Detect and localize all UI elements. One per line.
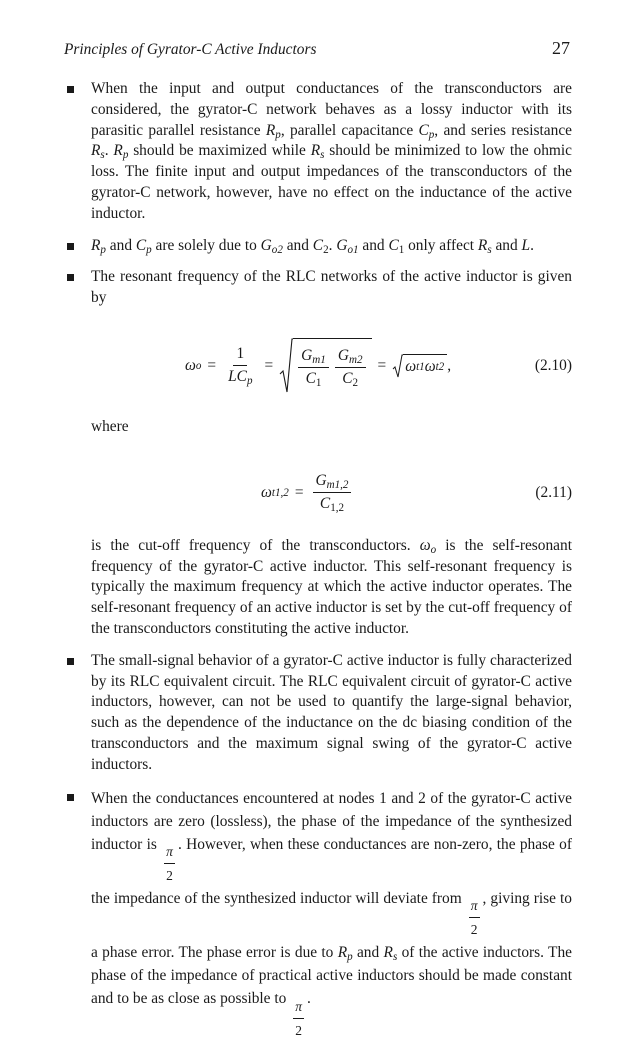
paragraph: The small-signal behavior of a gyrator-C active inductor is fully characterized by its RLC equivalent circuit. The RLC equivalent circuit of gyrator-C active inductors, however, can not be used to quantify the large-signal behavior, such as the dependence of the inductance on the dc biasing condition of the transconductors and the maximum signal swing of the gyrator-C active inductors.: [91, 651, 572, 773]
paragraph: When the conductances encountered at nodes 1 and 2 of the gyrator-C active inductors are zero (lossless), the phase of the impedance of the synthesized inductor is $\frac{\pi}{2}$ . However, when these conductances are non-zero, the phase of the impedance of the synthesized inductor will deviate from $\frac{\pi}{2}$ , giving rise to a phase error. The phase error is due to $R_p$ and $R_s$ of the active inductors. The phase of the impedance of practical active inductors should be made constant and to be as close as possible to $\frac{\pi}{2}$ .: [91, 787, 572, 1042]
equation-number: (2.11): [535, 483, 572, 501]
equation-2-10: [91, 331, 572, 401]
bullet-square-icon: [67, 658, 74, 665]
square-root: [279, 338, 371, 394]
radical-sign-icon: [392, 354, 403, 378]
where-text: where: [91, 417, 129, 435]
fraction-pi-over-2: $\frac{\pi}{2}$: [469, 894, 480, 941]
main-content: [64, 79, 572, 1053]
equation-body: ω o = $\frac{1}{LC_p}$ = $\frac{G_{m1}}{C_1}$ $\frac{G_{m2}}{C_2}$ = ω t1 ω t2 ,: [185, 331, 451, 401]
square-root: ω t1 ω t2: [392, 354, 447, 378]
fraction-pi-over-2: $\frac{\pi}{2}$: [164, 840, 175, 887]
fraction-pi-over-2: $\frac{\pi}{2}$: [293, 995, 304, 1042]
equation-2-11: [91, 458, 572, 528]
running-title: Principles of Gyrator-C Active Inductors: [64, 41, 317, 58]
bullet-item-resonant-frequency: [64, 267, 572, 309]
bullet-item-small-signal: [64, 651, 572, 776]
bullet-square-icon: [67, 243, 74, 250]
equation-body: ω t1,2 = $\frac{G_{m1,2}}{C_{1,2}}$: [261, 458, 354, 528]
fraction: $\frac{G_{m1,2}}{C_{1,2}}$: [313, 472, 352, 513]
bullet-square-icon: [67, 274, 74, 281]
bullet-square-icon: [67, 794, 74, 801]
radical-sign-icon: [279, 338, 293, 394]
bullet-item-phase-error: [64, 787, 572, 1042]
fraction: $\frac{G_{m1}}{C_1}$: [298, 347, 329, 388]
equation-number: (2.10): [534, 356, 572, 374]
fraction: $\frac{G_{m2}}{C_2}$: [335, 347, 366, 388]
fraction: $\frac{1}{LC_p}$: [228, 345, 253, 388]
page-number: 27: [552, 38, 570, 58]
paragraph-cutoff: is the cut-off frequency of the transconductors. $\omega_o$ is the self-resonant frequency of the gyrator-C active inductor. This self-resonant frequency is typically the maximum frequency at which the active inductor operates. The self-resonant frequency of an active inductor is set by the cut-off frequency of the transconductors constituting the active inductor.: [91, 536, 572, 637]
bullet-square-icon: [67, 86, 74, 93]
bullet-item-lossy-inductor: [64, 79, 572, 225]
paragraph: When the input and output conductances of the transconductors are considered, the gyrator-C network behaves as a lossy inductor with its parasitic parallel resistance $R_p$, parallel capacitance $C_p$, and series resistance $R_s$. $R_p$ should be maximized while $R_s$ should be minimized to low the ohmic loss. The finite input and output impedances of the transconductors of the gyrator-C network, however, have no effect on the inductance of the active inductor.: [91, 80, 572, 222]
paragraph: The resonant frequency of the RLC networks of the active inductor is given by: [91, 268, 572, 307]
bullet-item-rp-cp: [64, 236, 572, 257]
paragraph: $R_p$ and $C_p$ are solely due to $G_{o2}$ and $C_2$. $G_{o1}$ and $C_1$ only affect $R_s$ and L.: [91, 236, 534, 256]
running-header: [64, 38, 570, 64]
